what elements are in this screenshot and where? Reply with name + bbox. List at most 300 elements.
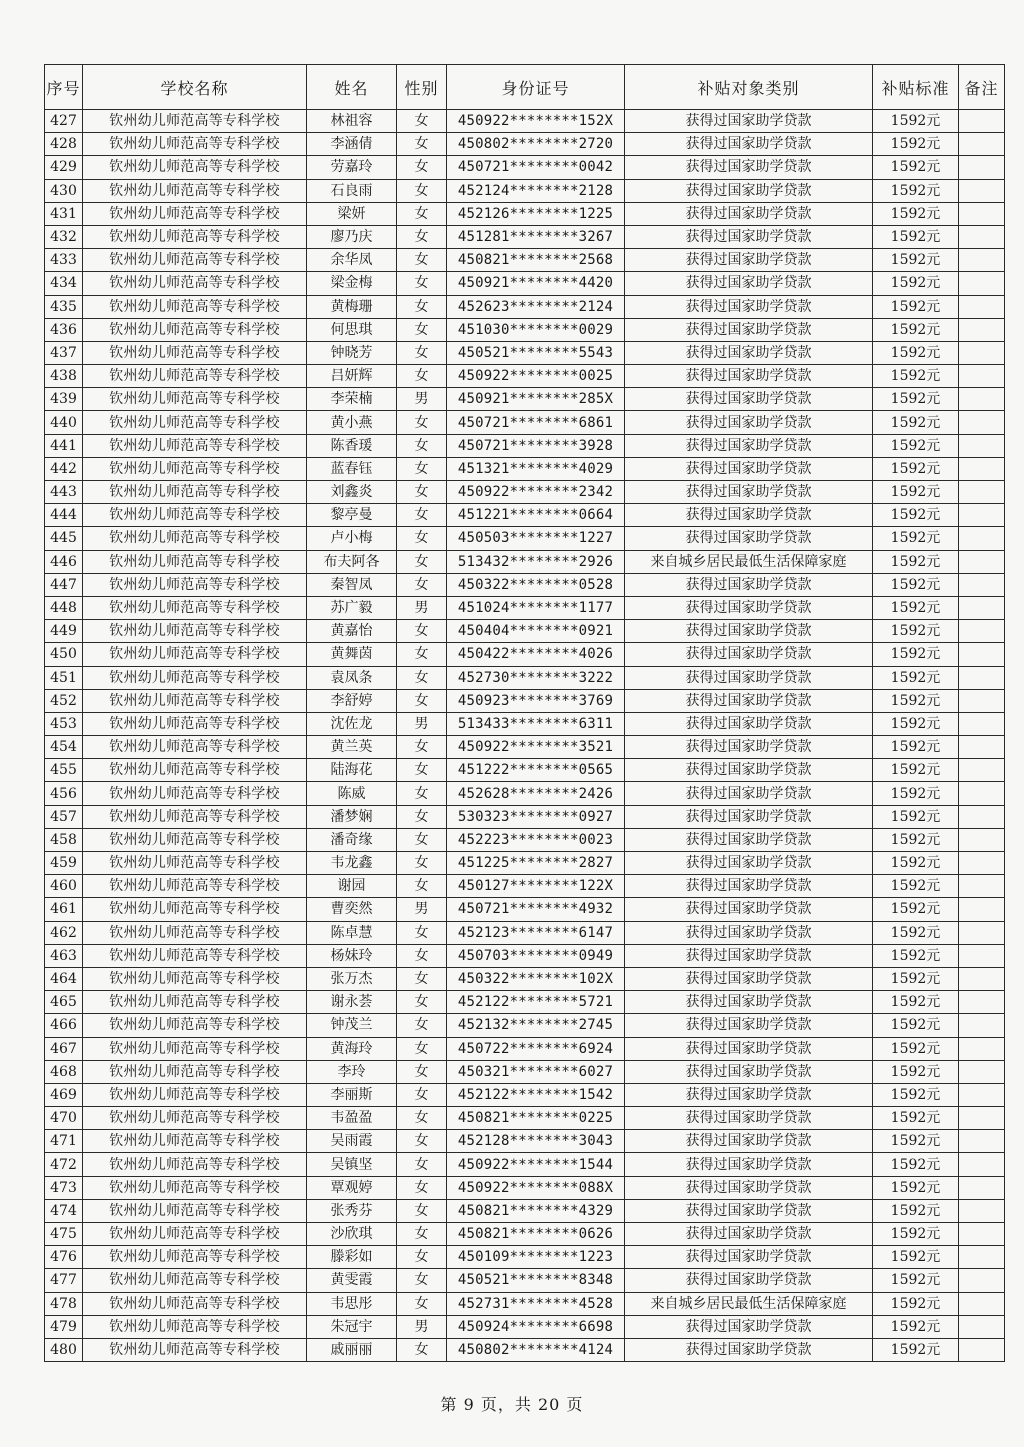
- cell-seq: 462: [45, 921, 83, 944]
- cell-subsidy-standard: 1592元: [873, 1130, 959, 1153]
- cell-school: 钦州幼儿师范高等专科学校: [83, 504, 307, 527]
- cell-school: 钦州幼儿师范高等专科学校: [83, 1176, 307, 1199]
- cell-gender: 女: [397, 1223, 447, 1246]
- cell-id-number: 452731********4528: [447, 1292, 625, 1315]
- cell-id-number: 450922********1544: [447, 1153, 625, 1176]
- table-row: [45, 179, 1005, 202]
- cell-id-number: 452126********1225: [447, 202, 625, 225]
- cell-school: 钦州幼儿师范高等专科学校: [83, 666, 307, 689]
- cell-id-number: 451281********3267: [447, 225, 625, 248]
- cell-seq: 472: [45, 1153, 83, 1176]
- cell-school: 钦州幼儿师范高等专科学校: [83, 295, 307, 318]
- cell-subsidy-standard: 1592元: [873, 457, 959, 480]
- cell-name: 潘梦娴: [307, 805, 397, 828]
- cell-remarks: [959, 1083, 1005, 1106]
- cell-id-number: 450127********122X: [447, 875, 625, 898]
- cell-seq: 465: [45, 991, 83, 1014]
- cell-gender: 女: [397, 1107, 447, 1130]
- cell-gender: 女: [397, 1153, 447, 1176]
- cell-seq: 467: [45, 1037, 83, 1060]
- cell-name: 潘奇缘: [307, 828, 397, 851]
- cell-gender: 女: [397, 875, 447, 898]
- table-row: [45, 202, 1005, 225]
- cell-seq: 431: [45, 202, 83, 225]
- table-row: [45, 828, 1005, 851]
- table-row: [45, 1176, 1005, 1199]
- cell-gender: 女: [397, 736, 447, 759]
- cell-school: 钦州幼儿师范高等专科学校: [83, 782, 307, 805]
- cell-subsidy-standard: 1592元: [873, 504, 959, 527]
- cell-subsidy-standard: 1592元: [873, 898, 959, 921]
- cell-school: 钦州幼儿师范高等专科学校: [83, 550, 307, 573]
- cell-subsidy-standard: 1592元: [873, 1107, 959, 1130]
- table-row: [45, 249, 1005, 272]
- table-row: [45, 1199, 1005, 1222]
- cell-subsidy-standard: 1592元: [873, 1153, 959, 1176]
- cell-seq: 460: [45, 875, 83, 898]
- cell-id-number: 450321********6027: [447, 1060, 625, 1083]
- cell-name: 苏广毅: [307, 596, 397, 619]
- cell-gender: 女: [397, 689, 447, 712]
- table-row: [45, 712, 1005, 735]
- cell-id-number: 450922********3521: [447, 736, 625, 759]
- cell-subsidy-standard: 1592元: [873, 1037, 959, 1060]
- header-id-number: 身份证号: [447, 65, 625, 110]
- cell-subsidy-category: 获得过国家助学贷款: [625, 875, 873, 898]
- cell-seq: 474: [45, 1199, 83, 1222]
- cell-gender: 女: [397, 643, 447, 666]
- cell-id-number: 450721********6861: [447, 411, 625, 434]
- cell-school: 钦州幼儿师范高等专科学校: [83, 1338, 307, 1361]
- cell-seq: 468: [45, 1060, 83, 1083]
- cell-name: 覃观婷: [307, 1176, 397, 1199]
- header-seq: 序号: [45, 65, 83, 110]
- cell-id-number: 450923********3769: [447, 689, 625, 712]
- cell-subsidy-category: 来自城乡居民最低生活保障家庭: [625, 1292, 873, 1315]
- cell-id-number: 452122********5721: [447, 991, 625, 1014]
- cell-subsidy-standard: 1592元: [873, 1199, 959, 1222]
- cell-subsidy-standard: 1592元: [873, 202, 959, 225]
- cell-seq: 446: [45, 550, 83, 573]
- header-name: 姓名: [307, 65, 397, 110]
- cell-name: 谢园: [307, 875, 397, 898]
- cell-id-number: 450404********0921: [447, 620, 625, 643]
- cell-seq: 461: [45, 898, 83, 921]
- cell-gender: 女: [397, 110, 447, 133]
- cell-school: 钦州幼儿师范高等专科学校: [83, 1269, 307, 1292]
- cell-subsidy-category: 获得过国家助学贷款: [625, 1107, 873, 1130]
- cell-seq: 435: [45, 295, 83, 318]
- cell-school: 钦州幼儿师范高等专科学校: [83, 736, 307, 759]
- cell-id-number: 450722********6924: [447, 1037, 625, 1060]
- cell-remarks: [959, 434, 1005, 457]
- table-row: [45, 805, 1005, 828]
- cell-id-number: 450821********2568: [447, 249, 625, 272]
- cell-school: 钦州幼儿师范高等专科学校: [83, 712, 307, 735]
- cell-remarks: [959, 504, 1005, 527]
- cell-name: 黄梅珊: [307, 295, 397, 318]
- cell-gender: 女: [397, 225, 447, 248]
- cell-subsidy-category: 获得过国家助学贷款: [625, 782, 873, 805]
- table-row: [45, 875, 1005, 898]
- cell-school: 钦州幼儿师范高等专科学校: [83, 805, 307, 828]
- cell-id-number: 450721********4932: [447, 898, 625, 921]
- cell-subsidy-standard: 1592元: [873, 1292, 959, 1315]
- cell-gender: 女: [397, 944, 447, 967]
- cell-school: 钦州幼儿师范高等专科学校: [83, 898, 307, 921]
- cell-subsidy-category: 获得过国家助学贷款: [625, 249, 873, 272]
- cell-remarks: [959, 1269, 1005, 1292]
- cell-school: 钦州幼儿师范高等专科学校: [83, 272, 307, 295]
- cell-name: 黄小燕: [307, 411, 397, 434]
- cell-remarks: [959, 712, 1005, 735]
- cell-subsidy-category: 获得过国家助学贷款: [625, 1014, 873, 1037]
- cell-seq: 473: [45, 1176, 83, 1199]
- cell-seq: 434: [45, 272, 83, 295]
- cell-name: 黎亭曼: [307, 504, 397, 527]
- cell-gender: 女: [397, 457, 447, 480]
- cell-seq: 455: [45, 759, 83, 782]
- cell-id-number: 452730********3222: [447, 666, 625, 689]
- cell-remarks: [959, 1176, 1005, 1199]
- cell-subsidy-category: 获得过国家助学贷款: [625, 666, 873, 689]
- cell-gender: 女: [397, 805, 447, 828]
- cell-gender: 女: [397, 1060, 447, 1083]
- cell-name: 李涵倩: [307, 133, 397, 156]
- cell-subsidy-category: 获得过国家助学贷款: [625, 596, 873, 619]
- cell-name: 蓝春钰: [307, 457, 397, 480]
- cell-remarks: [959, 110, 1005, 133]
- cell-remarks: [959, 1223, 1005, 1246]
- cell-gender: 男: [397, 596, 447, 619]
- cell-subsidy-category: 获得过国家助学贷款: [625, 1223, 873, 1246]
- table-row: [45, 156, 1005, 179]
- cell-subsidy-category: 获得过国家助学贷款: [625, 457, 873, 480]
- cell-name: 曹奕然: [307, 898, 397, 921]
- cell-subsidy-standard: 1592元: [873, 365, 959, 388]
- cell-subsidy-category: 获得过国家助学贷款: [625, 527, 873, 550]
- table-row: [45, 573, 1005, 596]
- table-row: [45, 225, 1005, 248]
- cell-remarks: [959, 828, 1005, 851]
- table-row: [45, 341, 1005, 364]
- table-row: [45, 1246, 1005, 1269]
- cell-name: 戚丽丽: [307, 1338, 397, 1361]
- cell-subsidy-category: 获得过国家助学贷款: [625, 643, 873, 666]
- cell-name: 沙欣琪: [307, 1223, 397, 1246]
- cell-subsidy-category: 获得过国家助学贷款: [625, 388, 873, 411]
- cell-school: 钦州幼儿师范高等专科学校: [83, 179, 307, 202]
- cell-name: 石良雨: [307, 179, 397, 202]
- table-row: [45, 1153, 1005, 1176]
- cell-subsidy-standard: 1592元: [873, 782, 959, 805]
- cell-school: 钦州幼儿师范高等专科学校: [83, 225, 307, 248]
- cell-remarks: [959, 1246, 1005, 1269]
- cell-id-number: 450821********4329: [447, 1199, 625, 1222]
- cell-school: 钦州幼儿师范高等专科学校: [83, 620, 307, 643]
- cell-remarks: [959, 689, 1005, 712]
- cell-gender: 女: [397, 1269, 447, 1292]
- cell-school: 钦州幼儿师范高等专科学校: [83, 249, 307, 272]
- cell-id-number: 451321********4029: [447, 457, 625, 480]
- cell-subsidy-category: 获得过国家助学贷款: [625, 481, 873, 504]
- cell-remarks: [959, 411, 1005, 434]
- cell-subsidy-standard: 1592元: [873, 225, 959, 248]
- cell-subsidy-category: 获得过国家助学贷款: [625, 620, 873, 643]
- cell-name: 韦盈盈: [307, 1107, 397, 1130]
- cell-school: 钦州幼儿师范高等专科学校: [83, 1060, 307, 1083]
- cell-name: 韦思彤: [307, 1292, 397, 1315]
- cell-school: 钦州幼儿师范高等专科学校: [83, 1315, 307, 1338]
- cell-remarks: [959, 133, 1005, 156]
- cell-remarks: [959, 179, 1005, 202]
- cell-subsidy-category: 获得过国家助学贷款: [625, 689, 873, 712]
- table-row: [45, 991, 1005, 1014]
- cell-name: 陆海花: [307, 759, 397, 782]
- cell-subsidy-standard: 1592元: [873, 295, 959, 318]
- cell-subsidy-standard: 1592元: [873, 272, 959, 295]
- cell-name: 梁妍: [307, 202, 397, 225]
- table-row: [45, 550, 1005, 573]
- cell-id-number: 450924********6698: [447, 1315, 625, 1338]
- cell-subsidy-standard: 1592元: [873, 736, 959, 759]
- cell-gender: 女: [397, 573, 447, 596]
- cell-seq: 448: [45, 596, 83, 619]
- cell-school: 钦州幼儿师范高等专科学校: [83, 1153, 307, 1176]
- cell-name: 张万杰: [307, 967, 397, 990]
- cell-gender: 女: [397, 967, 447, 990]
- cell-gender: 女: [397, 1176, 447, 1199]
- cell-id-number: 451024********1177: [447, 596, 625, 619]
- cell-subsidy-category: 获得过国家助学贷款: [625, 1315, 873, 1338]
- cell-subsidy-category: 获得过国家助学贷款: [625, 1130, 873, 1153]
- header-school: 学校名称: [83, 65, 307, 110]
- cell-remarks: [959, 898, 1005, 921]
- cell-remarks: [959, 1130, 1005, 1153]
- cell-seq: 459: [45, 852, 83, 875]
- cell-remarks: [959, 1014, 1005, 1037]
- cell-subsidy-category: 获得过国家助学贷款: [625, 573, 873, 596]
- cell-gender: 女: [397, 272, 447, 295]
- cell-id-number: 450921********4420: [447, 272, 625, 295]
- cell-id-number: 450703********0949: [447, 944, 625, 967]
- cell-remarks: [959, 365, 1005, 388]
- cell-school: 钦州幼儿师范高等专科学校: [83, 944, 307, 967]
- cell-id-number: 452128********3043: [447, 1130, 625, 1153]
- cell-subsidy-category: 获得过国家助学贷款: [625, 179, 873, 202]
- cell-name: 吴雨霞: [307, 1130, 397, 1153]
- cell-gender: 女: [397, 202, 447, 225]
- cell-subsidy-category: 获得过国家助学贷款: [625, 1083, 873, 1106]
- cell-seq: 471: [45, 1130, 83, 1153]
- cell-subsidy-standard: 1592元: [873, 1338, 959, 1361]
- cell-gender: 女: [397, 1083, 447, 1106]
- table-row: [45, 1083, 1005, 1106]
- cell-id-number: 451225********2827: [447, 852, 625, 875]
- cell-id-number: 450521********8348: [447, 1269, 625, 1292]
- cell-remarks: [959, 1107, 1005, 1130]
- cell-name: 吴镇坚: [307, 1153, 397, 1176]
- header-remarks: 备注: [959, 65, 1005, 110]
- cell-subsidy-category: 来自城乡居民最低生活保障家庭: [625, 550, 873, 573]
- cell-seq: 470: [45, 1107, 83, 1130]
- table-row: [45, 457, 1005, 480]
- cell-gender: 女: [397, 156, 447, 179]
- table-row: [45, 852, 1005, 875]
- cell-id-number: 513433********6311: [447, 712, 625, 735]
- cell-remarks: [959, 666, 1005, 689]
- cell-seq: 439: [45, 388, 83, 411]
- cell-id-number: 452223********0023: [447, 828, 625, 851]
- cell-gender: 女: [397, 249, 447, 272]
- cell-subsidy-category: 获得过国家助学贷款: [625, 1199, 873, 1222]
- table-row: [45, 504, 1005, 527]
- cell-seq: 475: [45, 1223, 83, 1246]
- cell-remarks: [959, 759, 1005, 782]
- cell-remarks: [959, 944, 1005, 967]
- subsidy-roster-table: [44, 64, 1005, 1362]
- cell-gender: 女: [397, 1246, 447, 1269]
- cell-subsidy-category: 获得过国家助学贷款: [625, 110, 873, 133]
- cell-remarks: [959, 596, 1005, 619]
- cell-remarks: [959, 782, 1005, 805]
- cell-subsidy-category: 获得过国家助学贷款: [625, 1269, 873, 1292]
- cell-name: 梁金梅: [307, 272, 397, 295]
- cell-subsidy-standard: 1592元: [873, 1060, 959, 1083]
- cell-gender: 女: [397, 434, 447, 457]
- cell-school: 钦州幼儿师范高等专科学校: [83, 156, 307, 179]
- cell-subsidy-standard: 1592元: [873, 921, 959, 944]
- cell-seq: 449: [45, 620, 83, 643]
- cell-id-number: 450322********102X: [447, 967, 625, 990]
- cell-school: 钦州幼儿师范高等专科学校: [83, 852, 307, 875]
- cell-seq: 432: [45, 225, 83, 248]
- cell-seq: 478: [45, 1292, 83, 1315]
- cell-subsidy-category: 获得过国家助学贷款: [625, 1176, 873, 1199]
- table-row: [45, 898, 1005, 921]
- cell-id-number: 513432********2926: [447, 550, 625, 573]
- cell-school: 钦州幼儿师范高等专科学校: [83, 133, 307, 156]
- cell-seq: 445: [45, 527, 83, 550]
- cell-remarks: [959, 736, 1005, 759]
- cell-subsidy-category: 获得过国家助学贷款: [625, 133, 873, 156]
- cell-remarks: [959, 1037, 1005, 1060]
- table-row: [45, 967, 1005, 990]
- cell-id-number: 452628********2426: [447, 782, 625, 805]
- cell-id-number: 450109********1223: [447, 1246, 625, 1269]
- cell-name: 黄嘉怡: [307, 620, 397, 643]
- cell-remarks: [959, 1153, 1005, 1176]
- cell-subsidy-category: 获得过国家助学贷款: [625, 1246, 873, 1269]
- cell-name: 张秀芬: [307, 1199, 397, 1222]
- cell-subsidy-standard: 1592元: [873, 341, 959, 364]
- table-row: [45, 411, 1005, 434]
- cell-subsidy-standard: 1592元: [873, 1269, 959, 1292]
- cell-school: 钦州幼儿师范高等专科学校: [83, 110, 307, 133]
- cell-remarks: [959, 1338, 1005, 1361]
- cell-subsidy-standard: 1592元: [873, 434, 959, 457]
- cell-remarks: [959, 875, 1005, 898]
- cell-school: 钦州幼儿师范高等专科学校: [83, 481, 307, 504]
- cell-subsidy-standard: 1592元: [873, 620, 959, 643]
- cell-id-number: 450721********3928: [447, 434, 625, 457]
- cell-school: 钦州幼儿师范高等专科学校: [83, 991, 307, 1014]
- cell-gender: 女: [397, 1338, 447, 1361]
- cell-school: 钦州幼儿师范高等专科学校: [83, 1246, 307, 1269]
- cell-remarks: [959, 156, 1005, 179]
- table-row: [45, 133, 1005, 156]
- cell-subsidy-standard: 1592元: [873, 666, 959, 689]
- table-row: [45, 110, 1005, 133]
- cell-seq: 476: [45, 1246, 83, 1269]
- cell-gender: 女: [397, 179, 447, 202]
- cell-school: 钦州幼儿师范高等专科学校: [83, 1037, 307, 1060]
- cell-gender: 女: [397, 666, 447, 689]
- cell-gender: 女: [397, 1014, 447, 1037]
- cell-school: 钦州幼儿师范高等专科学校: [83, 1223, 307, 1246]
- cell-seq: 451: [45, 666, 83, 689]
- cell-subsidy-standard: 1592元: [873, 1014, 959, 1037]
- cell-id-number: 450322********0528: [447, 573, 625, 596]
- header-subsidy-category: 补贴对象类别: [625, 65, 873, 110]
- table-row: [45, 643, 1005, 666]
- cell-seq: 438: [45, 365, 83, 388]
- cell-seq: 433: [45, 249, 83, 272]
- cell-seq: 437: [45, 341, 83, 364]
- cell-school: 钦州幼儿师范高等专科学校: [83, 1014, 307, 1037]
- cell-school: 钦州幼儿师范高等专科学校: [83, 1130, 307, 1153]
- cell-school: 钦州幼儿师范高等专科学校: [83, 365, 307, 388]
- cell-name: 杨妹玲: [307, 944, 397, 967]
- cell-school: 钦州幼儿师范高等专科学校: [83, 341, 307, 364]
- cell-school: 钦州幼儿师范高等专科学校: [83, 596, 307, 619]
- cell-subsidy-standard: 1592元: [873, 828, 959, 851]
- cell-remarks: [959, 852, 1005, 875]
- cell-school: 钦州幼儿师范高等专科学校: [83, 759, 307, 782]
- cell-id-number: 451221********0664: [447, 504, 625, 527]
- cell-gender: 男: [397, 388, 447, 411]
- cell-remarks: [959, 527, 1005, 550]
- cell-remarks: [959, 202, 1005, 225]
- cell-school: 钦州幼儿师范高等专科学校: [83, 527, 307, 550]
- cell-subsidy-standard: 1592元: [873, 712, 959, 735]
- cell-name: 李丽斯: [307, 1083, 397, 1106]
- cell-remarks: [959, 805, 1005, 828]
- cell-seq: 466: [45, 1014, 83, 1037]
- cell-remarks: [959, 550, 1005, 573]
- table-row: [45, 318, 1005, 341]
- cell-subsidy-standard: 1592元: [873, 643, 959, 666]
- cell-gender: 女: [397, 318, 447, 341]
- table-row: [45, 921, 1005, 944]
- cell-seq: 454: [45, 736, 83, 759]
- table-row: [45, 481, 1005, 504]
- table-row: [45, 944, 1005, 967]
- cell-remarks: [959, 1060, 1005, 1083]
- cell-seq: 444: [45, 504, 83, 527]
- cell-gender: 女: [397, 759, 447, 782]
- cell-remarks: [959, 1292, 1005, 1315]
- table-row: [45, 620, 1005, 643]
- cell-name: 沈佐龙: [307, 712, 397, 735]
- cell-school: 钦州幼儿师范高等专科学校: [83, 573, 307, 596]
- cell-subsidy-category: 获得过国家助学贷款: [625, 712, 873, 735]
- cell-subsidy-standard: 1592元: [873, 944, 959, 967]
- cell-name: 刘鑫炎: [307, 481, 397, 504]
- cell-seq: 477: [45, 1269, 83, 1292]
- cell-school: 钦州幼儿师范高等专科学校: [83, 828, 307, 851]
- cell-subsidy-category: 获得过国家助学贷款: [625, 156, 873, 179]
